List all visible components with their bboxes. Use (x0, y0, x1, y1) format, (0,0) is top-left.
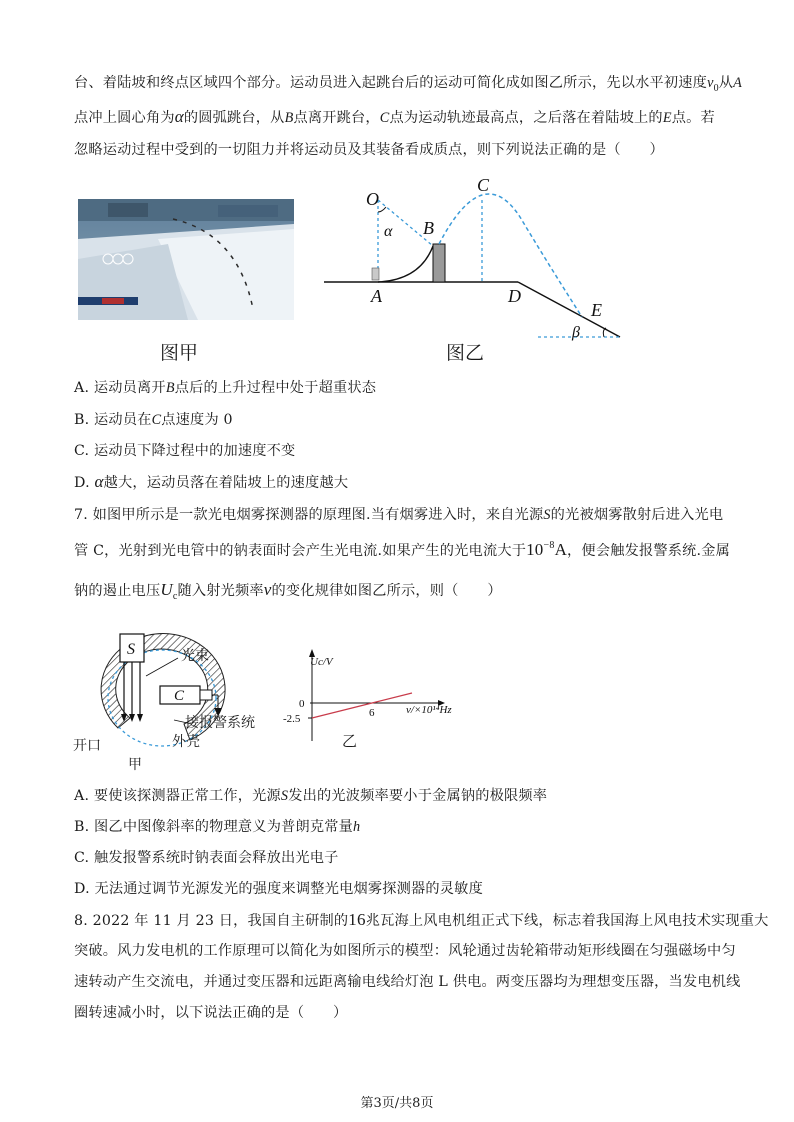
point-a-symbol: A (733, 75, 743, 91)
label-o: O (366, 189, 379, 209)
point-b-symbol: B (284, 110, 294, 126)
origin-label: 0 (299, 698, 305, 710)
label-b: B (423, 218, 434, 238)
intro-text: 点。若 (671, 110, 715, 126)
intro-line-1 (74, 73, 742, 95)
label-yi: 乙 (342, 732, 358, 750)
intro-text: 的圆弧跳台，从 (183, 110, 285, 126)
label-beta: β (572, 324, 580, 341)
intro-line-3: 忽略运动过程中受到的一切阻力并将运动员及其装备看成质点，则下列说法正确的是（ ） (74, 142, 664, 158)
point-e-symbol: E (662, 110, 672, 126)
intro-text: 从 (718, 75, 734, 91)
q8-line-2: 突破。风力发电机的工作原理可以简化为如图所示的模型：风轮通过齿轮箱带动矩形线圈在匀强磁场中匀 (74, 943, 736, 959)
figure-yi-caption: 图乙 (446, 342, 485, 364)
label-alarm: 接报警系统 (185, 715, 255, 731)
label-alpha: α (384, 223, 393, 240)
label-shell: 外壳 (172, 734, 200, 750)
label-opening: 开口 (73, 738, 101, 754)
q7-line-1: 7. 如图甲所示是一款光电烟雾探测器的原理图.当有烟雾进入时，来自光源S的光被烟雾散射后进入光电 (74, 507, 724, 523)
label-guangshu: 光束 (181, 648, 209, 664)
q6-option-a: A. 运动员离开B点后的上升过程中处于超重状态 (74, 380, 377, 396)
intro-text: 点为运动轨迹最高点，之后落在着陆坡上的 (389, 110, 663, 126)
y-axis-label: Uc/V (310, 656, 333, 668)
y-tick-label: -2.5 (283, 713, 301, 725)
q8-line-1: 8. 2022 年 11 月 23 日，我国自主研制的16兆瓦海上风电机组正式下线，标志着我国海上风电技术实现重大 (74, 910, 769, 929)
label-d: D (508, 286, 521, 306)
photocell-label: C (174, 688, 185, 704)
uc-frequency-chart (280, 645, 480, 750)
label-a: A (371, 286, 382, 306)
label-c: C (477, 175, 490, 195)
q6-option-d: D. α越大，运动员落在着陆坡上的速度越大 (74, 472, 349, 491)
q8-line-3: 速转动产生交流电，并通过变压器和远距离输电线给灯泡 L 供电。两变压器均为理想变压器，当发电机线 (74, 974, 741, 990)
ski-jump-photo (78, 199, 294, 320)
q6-option-c: C. 运动员下降过程中的加速度不变 (74, 443, 296, 459)
alpha-arc (378, 207, 386, 212)
v0-symbol: $v_0$ (707, 75, 719, 94)
q7-option-c: C. 触发报警系统时钠表面会释放出光电子 (74, 850, 339, 866)
q7-line-2: 管 C，光射到光电管中的钠表面时会产生光电流.如果产生的光电流大于$10^{-8}A$，便会触发报警系统.金属 (74, 540, 731, 559)
figure-jia-caption: 图甲 (160, 342, 199, 364)
trajectory-diagram (320, 172, 630, 342)
q7-option-d: D. 无法通过调节光源发光的强度来调整光电烟雾探测器的灵敏度 (74, 881, 483, 897)
q6-option-b: B. 运动员在C点速度为 0 (74, 412, 233, 428)
ramp-arc (378, 246, 433, 282)
point-c-symbol: C (379, 110, 390, 126)
light-source-label: S (127, 641, 135, 658)
intro-text: 点冲上圆心角为 (74, 110, 175, 126)
intro-text: 台、着陆坡和终点区域四个部分。运动员进入起跳台后的运动可简化成如图乙所示，先以水平初速度 (74, 75, 708, 91)
uc-series-line (312, 693, 412, 718)
ramp-block (433, 244, 445, 282)
q7-option-a: A. 要使该探测器正常工作，光源S发出的光波频率要小于金属钠的极限频率 (74, 788, 548, 804)
x-axis-label: ν/×10¹⁴Hz (406, 704, 452, 716)
x-tick-label: 6 (369, 707, 375, 719)
label-jia: 甲 (128, 757, 142, 773)
skier-icon (372, 268, 379, 280)
q8-line-4: 圈转速减小时，以下说法正确的是（ ） (74, 1005, 348, 1021)
intro-line-2 (74, 107, 715, 128)
q7-line-3: 钠的遏止电压$U_c$随入射光频率ν的变化规律如图乙所示，则（ ） (74, 580, 502, 602)
page-number: 第3页/共8页 (360, 1096, 434, 1111)
label-e: E (591, 300, 602, 320)
intro-text: 点离开跳台， (293, 110, 380, 126)
alpha-symbol: α (174, 107, 184, 126)
q7-option-b: B. 图乙中图像斜率的物理意义为普朗克常量h (74, 819, 361, 835)
